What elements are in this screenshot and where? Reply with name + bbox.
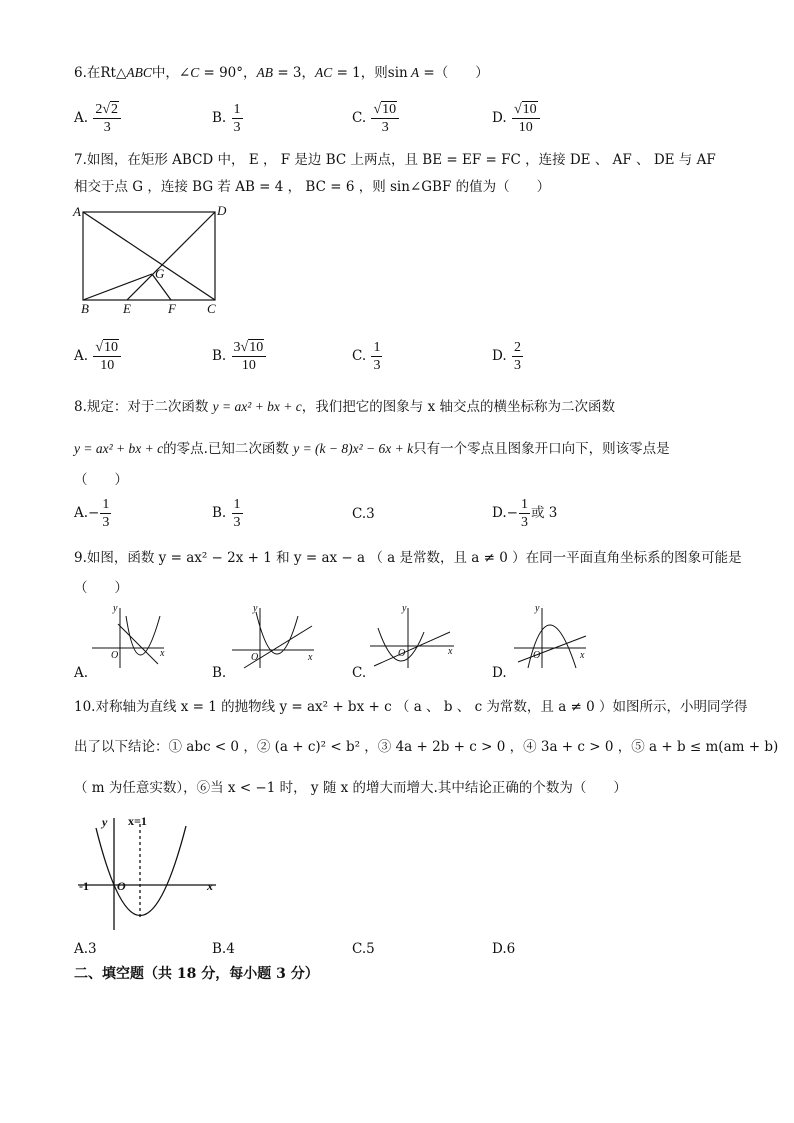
- q10-stem-line2: 出了以下结论：① abc < 0 ，② (a + c)² < b² ，③ 4a + 2b + c > 0 ，④ 3a + c > 0 ，⑤ a + b ≤ m(am + b): [74, 739, 779, 755]
- q8-option-a[interactable]: A.− $\frac{1}{3}$: [74, 497, 110, 530]
- label-c: C: [207, 301, 216, 316]
- q6-stem: 6.在Rt△ABC中，∠C = 90°，AB = 3，AC = 1，则sin A =（ ）: [74, 65, 489, 81]
- q6-option-a[interactable]: A. $\frac{2√2}{3}$: [74, 102, 122, 135]
- q8-option-c[interactable]: C.3: [352, 506, 375, 522]
- q9-option-d[interactable]: D.: [492, 665, 507, 681]
- x-label: x: [207, 879, 213, 893]
- label-e: E: [123, 301, 131, 316]
- q7-option-a[interactable]: A. $\frac{√10}{10}$: [74, 340, 122, 373]
- q9-graph-d: [510, 602, 590, 672]
- q9-stem-line2: （ ）: [74, 580, 128, 596]
- label-a: A: [73, 204, 81, 219]
- svg-text:O: O: [398, 648, 406, 659]
- svg-text:x: x: [160, 648, 165, 659]
- q7-stem-line2: 相交于点 G ，连接 BG 若 AB = 4 ， BC = 6 ，则 sin∠GBF 的值为（ ）: [74, 179, 551, 195]
- q9-stem-line1: 9.如图，函数 y = ax² − 2x + 1 和 y = ax − a （ a 是常数，且 a ≠ 0 ）在同一平面直角坐标系的图象可能是: [74, 550, 742, 566]
- svg-text:O: O: [251, 652, 259, 663]
- q9-graph-b: [228, 602, 318, 672]
- q8-stem-line2: y = ax² + bx + c的零点.已知二次函数 y = (k − 8)x² − 6x + k只有一个零点且图象开口向下，则该零点是: [74, 441, 670, 457]
- q10-stem-line3: （ m 为任意实数），⑥当 x < −1 时， y 随 x 的增大而增大.其中结论正确的个数为（ ）: [74, 780, 627, 796]
- line-de: [127, 212, 215, 300]
- q9-graph-a: [88, 602, 168, 672]
- q9-option-a[interactable]: A.: [74, 665, 89, 681]
- q6-option-d[interactable]: D. $\frac{√10}{10}$: [492, 102, 541, 135]
- q9-option-c[interactable]: C.: [352, 665, 367, 681]
- origin-label: O: [117, 879, 126, 893]
- q10-option-b[interactable]: B.4: [212, 941, 235, 957]
- q10-option-c[interactable]: C.5: [352, 941, 375, 957]
- label-g: G: [155, 266, 165, 281]
- q9-graph-c: [366, 602, 458, 672]
- q8-stem-line3: （ ）: [74, 472, 128, 488]
- parabola: [96, 826, 186, 916]
- label-b: B: [81, 301, 89, 316]
- svg-text:y: y: [253, 603, 258, 614]
- q6-option-b[interactable]: B. $\frac{1}{3}$: [212, 102, 241, 135]
- label-f: F: [168, 301, 176, 316]
- q7-option-c[interactable]: C. $\frac{1}{3}$: [352, 340, 381, 373]
- svg-text:O: O: [533, 650, 541, 661]
- q7-stem-line1: 7.如图，在矩形 ABCD 中， E ， F 是边 BC 上两点，且 BE = EF = FC ，连接 DE 、 AF 、 DE 与 AF: [74, 152, 716, 168]
- q7-option-d[interactable]: D. $\frac{2}{3}$: [492, 340, 521, 373]
- neg-one-label: -1: [79, 879, 89, 893]
- svg-text:x: x: [448, 646, 453, 657]
- svg-text:y: y: [113, 603, 118, 614]
- label-d: D: [217, 203, 227, 218]
- q9-option-b[interactable]: B.: [212, 665, 227, 681]
- q10-option-a[interactable]: A.3: [74, 941, 97, 957]
- svg-text:x: x: [308, 652, 313, 663]
- svg-text:y: y: [402, 603, 407, 614]
- q10-parabola-figure: [74, 812, 224, 932]
- symmetry-label: x=1: [128, 814, 147, 828]
- q7-option-b[interactable]: B. $\frac{3√10}{10}$: [212, 340, 267, 373]
- q8-stem-line1: 8.规定：对于二次函数 y = ax² + bx + c，我们把它的图象与 x 轴交点的横坐标称为二次函数: [74, 399, 615, 415]
- line-bg: [83, 274, 152, 300]
- q10-option-d[interactable]: D.6: [492, 941, 516, 957]
- q6-option-c[interactable]: C. $\frac{√10}{3}$: [352, 102, 400, 135]
- svg-text:x: x: [580, 650, 585, 661]
- y-label: y: [102, 815, 108, 829]
- line-ac: [83, 212, 215, 300]
- q8-option-b[interactable]: B. $\frac{1}{3}$: [212, 497, 241, 530]
- section-heading-fill-in: 二、填空题（共 18 分，每小题 3 分）: [74, 966, 319, 982]
- q7-rectangle-figure: [72, 202, 232, 317]
- q8-option-d[interactable]: D.− $\frac{1}{3}$ 或 3: [492, 497, 558, 530]
- svg-text:y: y: [535, 603, 540, 614]
- q10-stem-line1: 10.对称轴为直线 x = 1 的抛物线 y = ax² + bx + c （ a 、 b 、 c 为常数，且 a ≠ 0 ）如图所示，小明同学得: [74, 699, 748, 715]
- svg-text:O: O: [111, 650, 119, 661]
